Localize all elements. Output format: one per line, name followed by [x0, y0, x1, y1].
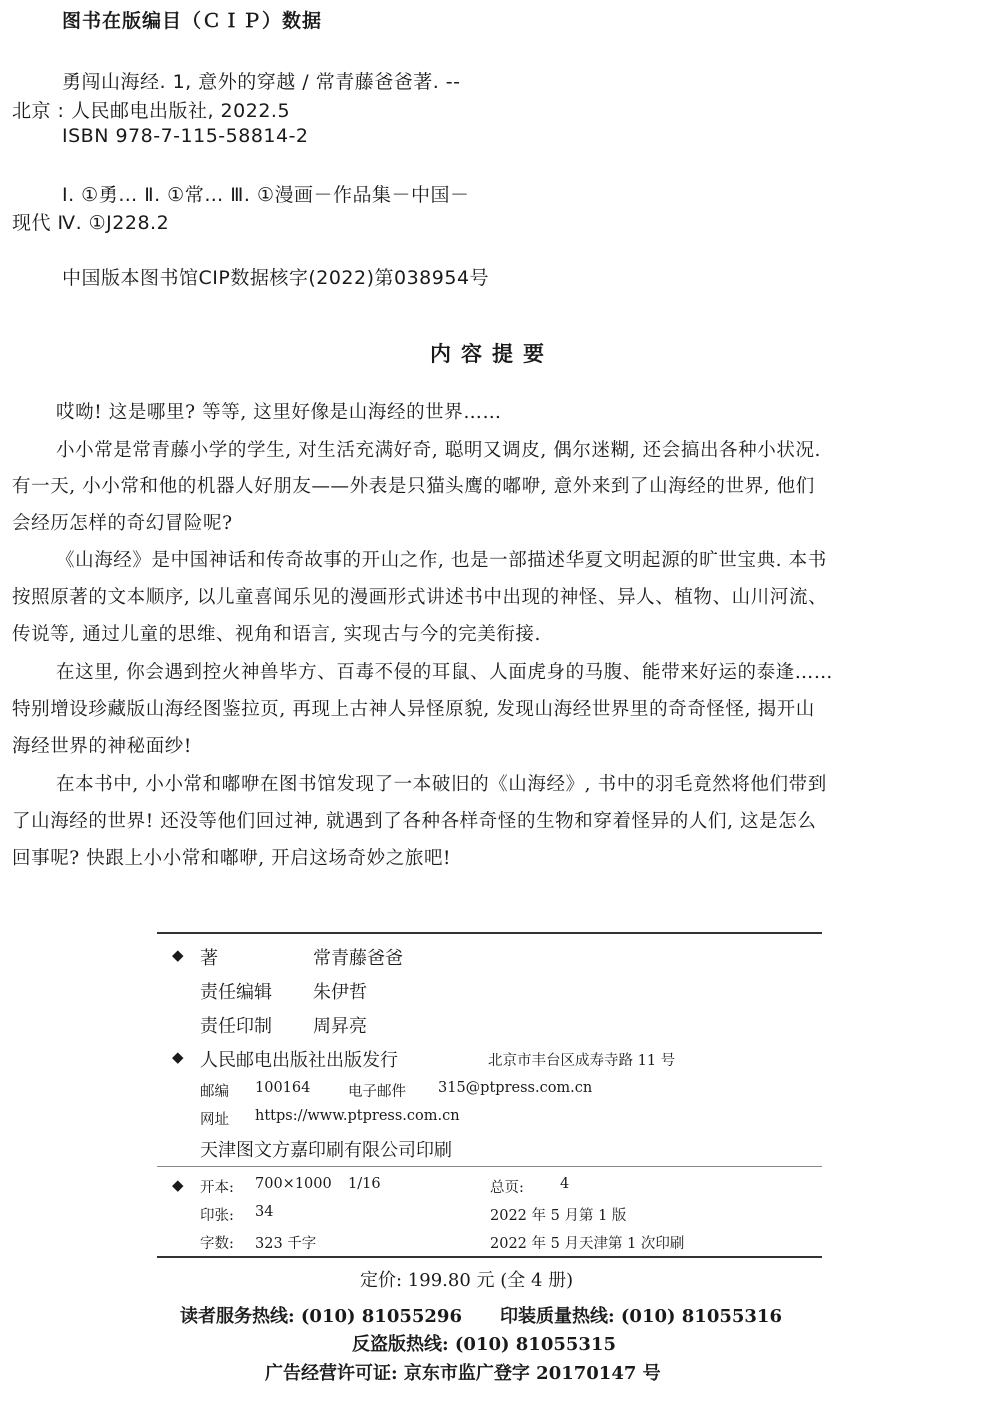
cip-classification-line-2: 现代 Ⅳ. ①J228.2	[12, 212, 170, 234]
imprint-top-rule	[157, 932, 822, 934]
sheets-value: 34	[255, 1204, 274, 1220]
summary-line: 会经历怎样的奇幻冒险呢?	[12, 513, 233, 534]
summary-line: 海经世界的神秘面纱!	[12, 736, 192, 757]
format-value: 700×1000	[255, 1176, 332, 1192]
bullet-icon: ◆	[172, 1176, 184, 1194]
total-pages-value: 4	[560, 1176, 570, 1192]
website-value: https://www.ptpress.com.cn	[255, 1108, 460, 1124]
author-name: 常青藤爸爸	[313, 948, 403, 969]
summary-line: 在这里, 你会遇到控火神兽毕方、百毒不侵的耳鼠、人面虎身的马腹、能带来好运的泰逢……	[56, 662, 833, 683]
bullet-icon: ◆	[172, 946, 184, 964]
summary-line: 特别增设珍藏版山海经图鉴拉页, 再现上古神人异怪原貌, 发现山海经世界里的奇奇怪怪, 揭开山	[12, 699, 815, 720]
cip-classification-line: Ⅰ. ①勇… Ⅱ. ①常… Ⅲ. ①漫画－作品集－中国－	[62, 184, 470, 206]
reader-hotline: 读者服务热线: (010) 81055296	[180, 1306, 462, 1327]
summary-line: 按照原著的文本顺序, 以儿童喜闻乐见的漫画形式讲述书中出现的神怪、异人、植物、山川河流、	[12, 587, 828, 608]
postcode-value: 100164	[255, 1080, 311, 1096]
postcode-label: 邮编	[200, 1084, 229, 1100]
bullet-icon: ◆	[172, 1048, 184, 1066]
sheets-label: 印张:	[200, 1208, 234, 1224]
total-pages-label: 总页:	[490, 1180, 524, 1196]
summary-line: 哎呦! 这是哪里? 等等, 这里好像是山海经的世界……	[56, 402, 502, 423]
printer-label: 责任印制	[200, 1016, 272, 1037]
imprint-mid-rule	[157, 1166, 822, 1167]
imprint-bottom-rule	[157, 1256, 822, 1258]
word-count-label: 字数:	[200, 1236, 234, 1252]
email-label: 电子邮件	[348, 1084, 406, 1100]
summary-line: 《山海经》是中国神话和传奇故事的开山之作, 也是一部描述华夏文明起源的旷世宝典. 本书	[56, 550, 827, 571]
printing-date: 2022 年 5 月天津第 1 次印刷	[490, 1236, 685, 1252]
cip-publisher-line: 北京 : 人民邮电出版社, 2022.5	[12, 100, 291, 122]
format-label: 开本:	[200, 1180, 234, 1196]
editor-name: 朱伊哲	[313, 982, 367, 1003]
print-house: 天津图文方嘉印刷有限公司印刷	[200, 1140, 452, 1161]
piracy-hotline: 反盗版热线: (010) 81055315	[352, 1334, 616, 1355]
email-value: 315@ptpress.com.cn	[438, 1080, 593, 1096]
word-count-value: 323 千字	[255, 1236, 317, 1252]
author-label: 著	[200, 948, 218, 969]
publisher-name: 人民邮电出版社出版发行	[200, 1050, 398, 1071]
ad-license: 广告经营许可证: 京东市监广登字 20170147 号	[265, 1363, 661, 1384]
summary-line: 小小常是常青藤小学的学生, 对生活充满好奇, 聪明又调皮, 偶尔迷糊, 还会搞出各种小状况.	[56, 440, 822, 461]
cip-record-number: 中国版本图书馆CIP数据核字(2022)第038954号	[62, 267, 490, 289]
summary-line: 有一天, 小小常和他的机器人好朋友——外表是只猫头鹰的嘟咿, 意外来到了山海经的世界, 他们	[12, 476, 815, 497]
publisher-address: 北京市丰台区成寿寺路 11 号	[488, 1053, 676, 1069]
summary-line: 回事呢? 快跟上小小常和嘟咿, 开启这场奇妙之旅吧!	[12, 848, 452, 869]
cip-heading: 图书在版编目（ＣＩＰ）数据	[62, 10, 323, 32]
cip-title-line: 勇闯山海经. 1, 意外的穿越 / 常青藤爸爸著. --	[62, 71, 461, 93]
summary-title: 内容提要	[430, 342, 554, 366]
price: 定价: 199.80 元 (全 4 册)	[360, 1270, 574, 1291]
editor-label: 责任编辑	[200, 982, 272, 1003]
website-label: 网址	[200, 1112, 229, 1128]
printer-name: 周昇亮	[313, 1016, 367, 1037]
summary-line: 在本书中, 小小常和嘟咿在图书馆发现了一本破旧的《山海经》, 书中的羽毛竟然将他们带到	[56, 774, 827, 795]
edition-date: 2022 年 5 月第 1 版	[490, 1208, 627, 1224]
summary-line: 了山海经的世界! 还没等他们回过神, 就遇到了各种各样奇怪的生物和穿着怪异的人们, 这是怎么	[12, 811, 817, 832]
summary-line: 传说等, 通过儿童的思维、视角和语言, 实现古与今的完美衔接.	[12, 624, 542, 645]
quality-hotline: 印装质量热线: (010) 81055316	[500, 1306, 782, 1327]
cip-isbn-line: ISBN 978-7-115-58814-2	[62, 125, 309, 147]
format-fold: 1/16	[348, 1176, 381, 1192]
